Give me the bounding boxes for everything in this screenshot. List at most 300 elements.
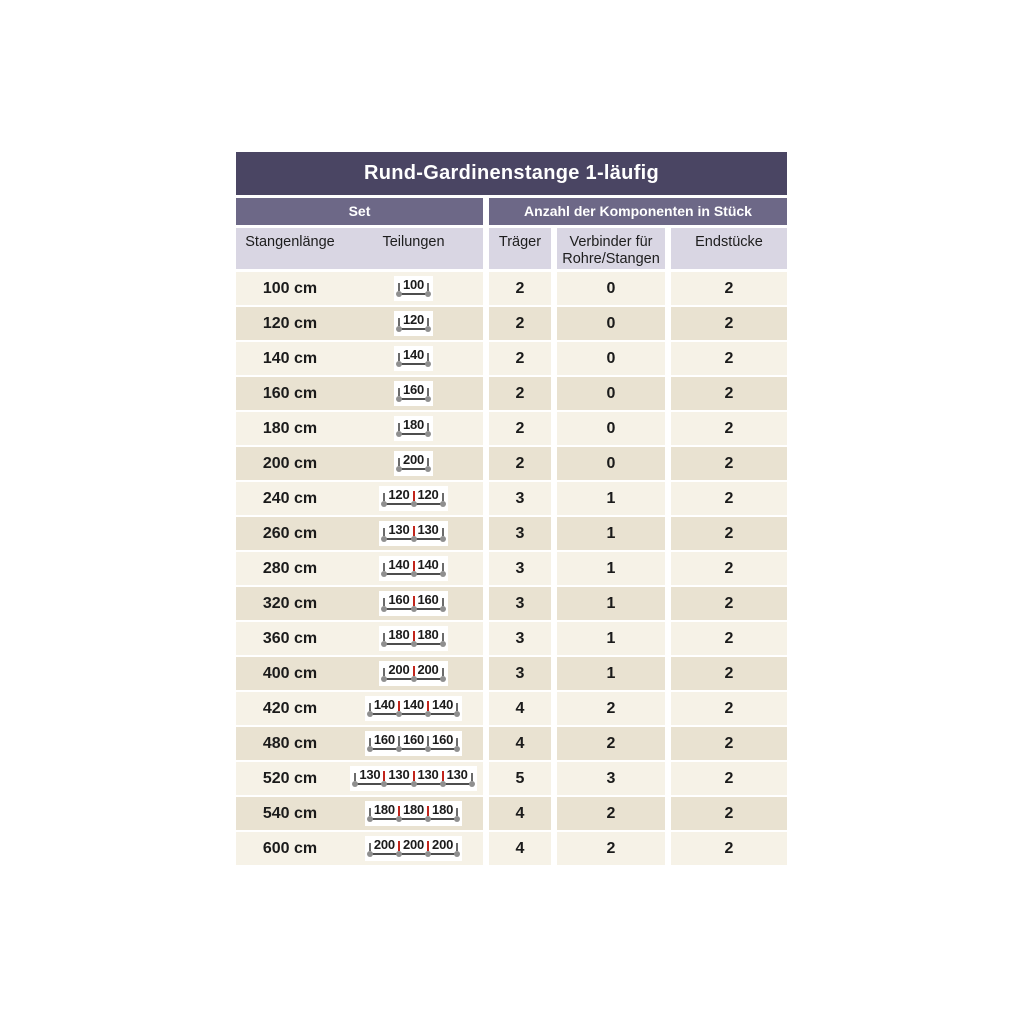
rod-line — [399, 398, 428, 400]
segment-length-label: 180 — [402, 417, 425, 432]
rod-line — [370, 853, 457, 855]
joint-tick — [398, 701, 400, 711]
stangenlaenge-value: 520 cm — [262, 769, 318, 787]
rod-end-dot — [396, 291, 402, 297]
set-cell — [236, 447, 483, 480]
endstuecke-value: 2 — [671, 307, 787, 340]
joint-tick — [427, 806, 429, 816]
rod-division-diagram — [394, 311, 433, 336]
rod-graphic — [399, 431, 428, 438]
rod-division-diagram — [379, 591, 447, 616]
end-tick — [398, 388, 400, 396]
end-tick — [383, 493, 385, 501]
rod-joint-dot — [396, 816, 402, 822]
traeger-value: 4 — [489, 832, 551, 865]
segment-length-label: 130 — [388, 522, 410, 537]
diagram-dimension-labels — [397, 348, 430, 361]
rod-line — [370, 713, 457, 715]
segment-length-label: 180 — [402, 802, 425, 817]
rod-end-dot — [440, 536, 446, 542]
stangenlaenge-value: 320 cm — [262, 594, 318, 612]
end-tick — [427, 458, 429, 466]
teilungen-diagram-cell — [344, 377, 483, 410]
traeger-value: 3 — [489, 552, 551, 585]
endstuecke-value: 2 — [671, 412, 787, 445]
table-row — [236, 482, 787, 515]
end-tick — [456, 808, 458, 816]
table-row — [236, 517, 787, 550]
endstuecke-value: 2 — [671, 517, 787, 550]
rod-joint-dot — [396, 851, 402, 857]
verbinder-value: 1 — [557, 657, 665, 690]
set-cell — [236, 342, 483, 375]
rod-graphic — [399, 466, 428, 473]
rod-division-diagram — [394, 381, 433, 406]
rod-division-diagram — [365, 836, 462, 861]
endstuecke-value: 2 — [671, 552, 787, 585]
rod-line — [399, 433, 428, 435]
rod-line — [370, 748, 457, 750]
rod-end-dot — [440, 676, 446, 682]
diagram-dimension-labels — [397, 453, 430, 466]
rod-joint-dot — [411, 641, 417, 647]
set-cell — [236, 657, 483, 690]
joint-tick — [398, 736, 400, 746]
traeger-value: 2 — [489, 377, 551, 410]
segment-length-label: 180 — [388, 627, 410, 642]
end-tick — [427, 388, 429, 396]
joint-tick — [413, 491, 415, 501]
diagram-dimension-labels — [353, 768, 473, 781]
rod-joint-dot — [396, 711, 402, 717]
rod-graphic — [399, 326, 428, 333]
segment-length-label: 120 — [388, 487, 410, 502]
diagram-dimension-labels — [368, 838, 459, 851]
rod-graphic — [355, 781, 471, 788]
verbinder-value: 1 — [557, 587, 665, 620]
teilungen-diagram-cell — [344, 622, 483, 655]
set-cell — [236, 272, 483, 305]
endstuecke-value: 2 — [671, 832, 787, 865]
table-row — [236, 342, 787, 375]
group-header-row — [236, 198, 787, 225]
rod-joint-dot — [425, 816, 431, 822]
end-tick — [471, 773, 473, 781]
verbinder-value: 0 — [557, 307, 665, 340]
rod-line — [370, 818, 457, 820]
end-tick — [456, 703, 458, 711]
diagram-dimension-labels — [382, 593, 444, 606]
diagram-dimension-labels — [368, 803, 459, 816]
rod-end-dot — [396, 361, 402, 367]
end-tick — [442, 668, 444, 676]
segment-length-label: 160 — [432, 732, 454, 747]
endstuecke-value: 2 — [671, 622, 787, 655]
table-row — [236, 727, 787, 760]
segment-length-label: 200 — [402, 837, 425, 852]
set-cell — [236, 692, 483, 725]
end-tick — [383, 633, 385, 641]
endstuecke-value: 2 — [671, 797, 787, 830]
column-header-traeger: Träger — [489, 228, 551, 269]
rod-division-diagram — [394, 451, 433, 476]
end-tick — [427, 283, 429, 291]
rod-end-dot — [381, 571, 387, 577]
rod-joint-dot — [411, 676, 417, 682]
end-tick — [442, 493, 444, 501]
diagram-dimension-labels — [368, 733, 459, 746]
stangenlaenge-value: 240 cm — [262, 489, 318, 507]
set-cell — [236, 797, 483, 830]
rod-end-dot — [440, 641, 446, 647]
endstuecke-value: 2 — [671, 447, 787, 480]
rod-joint-dot — [411, 781, 417, 787]
column-header-set-block — [236, 228, 483, 269]
table-row — [236, 587, 787, 620]
segment-length-label: 130 — [417, 522, 439, 537]
traeger-value: 4 — [489, 692, 551, 725]
stangenlaenge-value: 200 cm — [262, 454, 318, 472]
segment-length-label: 160 — [388, 592, 410, 607]
rod-joint-dot — [440, 781, 446, 787]
verbinder-value: 0 — [557, 447, 665, 480]
column-header-verbinder: Verbinder für Rohre/Stangen — [557, 228, 665, 269]
group-header-set: Set — [236, 198, 483, 225]
verbinder-value: 2 — [557, 692, 665, 725]
rod-division-diagram — [394, 276, 433, 301]
set-cell — [236, 482, 483, 515]
column-header-teilungen: Teilungen — [382, 234, 445, 250]
diagram-dimension-labels — [382, 628, 444, 641]
teilungen-diagram-cell — [344, 797, 483, 830]
rod-division-diagram — [379, 661, 447, 686]
traeger-value: 3 — [489, 482, 551, 515]
set-cell — [236, 552, 483, 585]
table-body — [236, 272, 787, 865]
table-row — [236, 762, 787, 795]
rod-joint-dot — [425, 711, 431, 717]
segment-length-label: 160 — [402, 732, 425, 747]
segment-length-label: 200 — [432, 837, 454, 852]
rod-end-dot — [396, 396, 402, 402]
rod-end-dot — [381, 501, 387, 507]
end-tick — [398, 283, 400, 291]
end-tick — [427, 353, 429, 361]
set-cell — [236, 587, 483, 620]
end-tick — [369, 703, 371, 711]
joint-tick — [413, 561, 415, 571]
rod-end-dot — [425, 326, 431, 332]
joint-tick — [413, 526, 415, 536]
verbinder-value: 0 — [557, 377, 665, 410]
segment-length-label: 200 — [373, 837, 395, 852]
segment-length-label: 130 — [446, 767, 468, 782]
rod-joint-dot — [396, 746, 402, 752]
joint-tick — [413, 596, 415, 606]
rod-end-dot — [425, 396, 431, 402]
group-header-components: Anzahl der Komponenten in Stück — [489, 198, 787, 225]
rod-joint-dot — [411, 571, 417, 577]
end-tick — [369, 843, 371, 851]
teilungen-diagram-cell — [344, 447, 483, 480]
segment-length-label: 140 — [417, 557, 439, 572]
end-tick — [442, 528, 444, 536]
diagram-dimension-labels — [397, 313, 430, 326]
stangenlaenge-value: 100 cm — [262, 279, 318, 297]
end-tick — [442, 633, 444, 641]
segment-length-label: 160 — [402, 382, 425, 397]
end-tick — [383, 668, 385, 676]
rod-end-dot — [367, 746, 373, 752]
end-tick — [398, 318, 400, 326]
endstuecke-value: 2 — [671, 657, 787, 690]
teilungen-diagram-cell — [344, 762, 483, 795]
segment-length-label: 140 — [402, 347, 425, 362]
diagram-dimension-labels — [382, 558, 444, 571]
endstuecke-value: 2 — [671, 587, 787, 620]
stangenlaenge-value: 120 cm — [262, 314, 318, 332]
rod-graphic — [399, 396, 428, 403]
traeger-value: 2 — [489, 447, 551, 480]
stangenlaenge-value: 420 cm — [262, 699, 318, 717]
segment-length-label: 180 — [417, 627, 439, 642]
end-tick — [369, 808, 371, 816]
rod-graphic — [384, 606, 442, 613]
diagram-dimension-labels — [397, 383, 430, 396]
teilungen-diagram-cell — [344, 692, 483, 725]
rod-graphic — [384, 501, 442, 508]
rod-graphic — [370, 711, 457, 718]
table-row — [236, 832, 787, 865]
set-cell — [236, 727, 483, 760]
end-tick — [427, 318, 429, 326]
end-tick — [398, 353, 400, 361]
table-row — [236, 552, 787, 585]
rod-division-diagram — [379, 486, 447, 511]
joint-tick — [398, 806, 400, 816]
rod-line — [399, 328, 428, 330]
traeger-value: 5 — [489, 762, 551, 795]
segment-length-label: 180 — [373, 802, 395, 817]
joint-tick — [398, 841, 400, 851]
joint-tick — [442, 771, 444, 781]
teilungen-diagram-cell — [344, 727, 483, 760]
joint-tick — [413, 771, 415, 781]
rod-end-dot — [454, 851, 460, 857]
stangenlaenge-value: 400 cm — [262, 664, 318, 682]
rod-end-dot — [381, 641, 387, 647]
rod-division-diagram — [379, 521, 447, 546]
table-title: Rund-Gardinenstange 1-läufig — [236, 152, 787, 195]
verbinder-value: 2 — [557, 797, 665, 830]
end-tick — [398, 423, 400, 431]
rod-division-diagram — [379, 626, 447, 651]
segment-length-label: 160 — [417, 592, 439, 607]
traeger-value: 3 — [489, 657, 551, 690]
stangenlaenge-value: 540 cm — [262, 804, 318, 822]
end-tick — [354, 773, 356, 781]
rod-end-dot — [396, 326, 402, 332]
teilungen-diagram-cell — [344, 657, 483, 690]
segment-length-label: 140 — [388, 557, 410, 572]
table-row — [236, 307, 787, 340]
set-cell — [236, 762, 483, 795]
table-row — [236, 657, 787, 690]
rod-end-dot — [425, 361, 431, 367]
verbinder-value: 0 — [557, 412, 665, 445]
rod-end-dot — [440, 501, 446, 507]
verbinder-value: 1 — [557, 517, 665, 550]
rod-graphic — [399, 361, 428, 368]
table-row — [236, 692, 787, 725]
table-row — [236, 622, 787, 655]
endstuecke-value: 2 — [671, 762, 787, 795]
segment-length-label: 130 — [359, 767, 381, 782]
set-cell — [236, 517, 483, 550]
rod-graphic — [370, 851, 457, 858]
rod-joint-dot — [425, 746, 431, 752]
rod-graphic — [384, 571, 442, 578]
rod-division-diagram — [350, 766, 476, 791]
rod-graphic — [384, 676, 442, 683]
segment-length-label: 100 — [402, 277, 425, 292]
teilungen-diagram-cell — [344, 272, 483, 305]
diagram-dimension-labels — [382, 523, 444, 536]
diagram-dimension-labels — [382, 663, 444, 676]
segment-length-label: 140 — [373, 697, 395, 712]
verbinder-value: 2 — [557, 727, 665, 760]
rod-division-diagram — [394, 346, 433, 371]
rod-division-diagram — [365, 731, 462, 756]
endstuecke-value: 2 — [671, 377, 787, 410]
segment-length-label: 120 — [417, 487, 439, 502]
end-tick — [442, 598, 444, 606]
rod-end-dot — [469, 781, 475, 787]
traeger-value: 2 — [489, 307, 551, 340]
rod-end-dot — [425, 291, 431, 297]
traeger-value: 4 — [489, 797, 551, 830]
end-tick — [456, 843, 458, 851]
set-cell — [236, 832, 483, 865]
segment-length-label: 140 — [402, 697, 425, 712]
rod-joint-dot — [381, 781, 387, 787]
traeger-value: 3 — [489, 517, 551, 550]
column-header-endstuecke: Endstücke — [671, 228, 787, 269]
diagram-dimension-labels — [368, 698, 459, 711]
verbinder-value: 3 — [557, 762, 665, 795]
endstuecke-value: 2 — [671, 272, 787, 305]
table-row — [236, 447, 787, 480]
end-tick — [442, 563, 444, 571]
rod-end-dot — [381, 536, 387, 542]
rod-graphic — [384, 536, 442, 543]
segment-length-label: 130 — [417, 767, 439, 782]
segment-length-label: 130 — [388, 767, 410, 782]
end-tick — [383, 563, 385, 571]
joint-tick — [427, 736, 429, 746]
teilungen-diagram-cell — [344, 482, 483, 515]
joint-tick — [427, 701, 429, 711]
rod-end-dot — [454, 816, 460, 822]
table-row — [236, 797, 787, 830]
rod-end-dot — [367, 711, 373, 717]
table-row — [236, 272, 787, 305]
teilungen-diagram-cell — [344, 517, 483, 550]
teilungen-diagram-cell — [344, 412, 483, 445]
traeger-value: 3 — [489, 587, 551, 620]
stangenlaenge-value: 480 cm — [262, 734, 318, 752]
endstuecke-value: 2 — [671, 482, 787, 515]
endstuecke-value: 2 — [671, 692, 787, 725]
end-tick — [398, 458, 400, 466]
end-tick — [383, 528, 385, 536]
rod-joint-dot — [411, 536, 417, 542]
teilungen-diagram-cell — [344, 552, 483, 585]
rod-division-diagram — [365, 696, 462, 721]
table-row — [236, 377, 787, 410]
segment-length-label: 200 — [388, 662, 410, 677]
table-row — [236, 412, 787, 445]
diagram-dimension-labels — [382, 488, 444, 501]
diagram-dimension-labels — [397, 418, 430, 431]
verbinder-value: 1 — [557, 552, 665, 585]
rod-line — [399, 293, 428, 295]
rod-end-dot — [425, 431, 431, 437]
rod-end-dot — [440, 571, 446, 577]
rod-line — [399, 363, 428, 365]
rod-graphic — [370, 746, 457, 753]
joint-tick — [427, 841, 429, 851]
teilungen-diagram-cell — [344, 342, 483, 375]
stangenlaenge-value: 360 cm — [262, 629, 318, 647]
rod-division-diagram — [379, 556, 447, 581]
set-cell — [236, 377, 483, 410]
traeger-value: 4 — [489, 727, 551, 760]
endstuecke-value: 2 — [671, 727, 787, 760]
verbinder-value: 1 — [557, 622, 665, 655]
rod-end-dot — [381, 606, 387, 612]
traeger-value: 2 — [489, 342, 551, 375]
rod-joint-dot — [425, 851, 431, 857]
rod-graphic — [399, 291, 428, 298]
end-tick — [383, 598, 385, 606]
end-tick — [369, 738, 371, 746]
traeger-value: 3 — [489, 622, 551, 655]
segment-length-label: 180 — [432, 802, 454, 817]
rod-division-diagram — [365, 801, 462, 826]
rod-end-dot — [367, 851, 373, 857]
teilungen-diagram-cell — [344, 832, 483, 865]
rod-graphic — [370, 816, 457, 823]
verbinder-value: 1 — [557, 482, 665, 515]
rod-division-diagram — [394, 416, 433, 441]
stangenlaenge-value: 140 cm — [262, 349, 318, 367]
product-spec-table — [236, 152, 787, 865]
rod-end-dot — [454, 711, 460, 717]
column-header-row — [236, 228, 787, 269]
rod-end-dot — [396, 466, 402, 472]
verbinder-value: 0 — [557, 272, 665, 305]
segment-length-label: 200 — [417, 662, 439, 677]
endstuecke-value: 2 — [671, 342, 787, 375]
joint-tick — [383, 771, 385, 781]
segment-length-label: 140 — [432, 697, 454, 712]
stangenlaenge-value: 280 cm — [262, 559, 318, 577]
rod-end-dot — [425, 466, 431, 472]
teilungen-diagram-cell — [344, 587, 483, 620]
end-tick — [427, 423, 429, 431]
segment-length-label: 200 — [402, 452, 425, 467]
